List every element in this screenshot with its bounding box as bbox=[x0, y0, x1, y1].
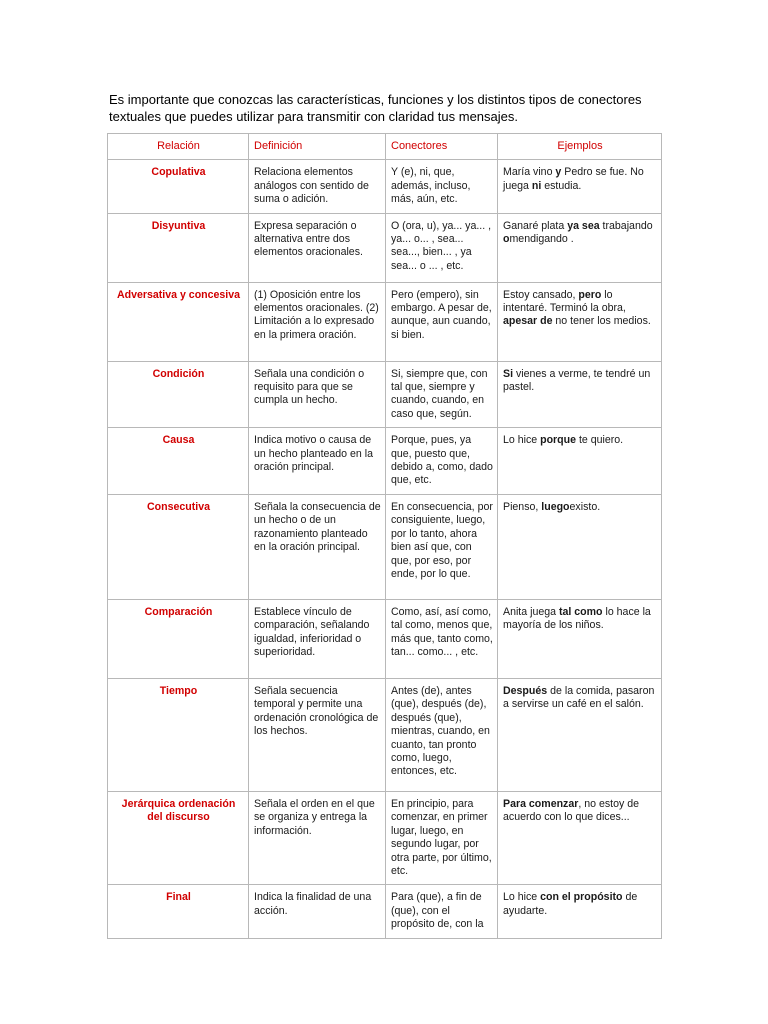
example-text: Estoy cansado, bbox=[503, 288, 579, 301]
cell-definicion: Relaciona elementos análogos con sentido de suma o adición. bbox=[249, 160, 386, 213]
cell-relacion: Jerárquica ordenación del discurso bbox=[108, 791, 249, 884]
example-text: Pienso, bbox=[503, 500, 542, 513]
example-connector: Después bbox=[503, 684, 548, 697]
example-connector: o bbox=[503, 233, 510, 246]
cell-conectores: Y (e), ni, que, además, incluso, más, aún, etc. bbox=[386, 160, 498, 213]
example-text: , no estoy de acuerdo con lo que dices... bbox=[503, 797, 640, 824]
example-text: estudia. bbox=[541, 179, 582, 192]
example-text: de la comida, pasaron a servirse un café en el salón. bbox=[503, 684, 655, 711]
cell-relacion: Adversativa y concesiva bbox=[108, 282, 249, 361]
cell-ejemplo bbox=[498, 428, 662, 495]
cell-ejemplo bbox=[498, 160, 662, 213]
cell-relacion: Condición bbox=[108, 361, 249, 428]
example-text: María vino bbox=[503, 166, 556, 179]
cell-conectores: O (ora, u), ya... ya... , ya... o... , sea... sea..., bien... , ya sea... o ... , etc. bbox=[386, 213, 498, 282]
cell-conectores: Pero (empero), sin embargo. A pesar de, aunque, aun cuando, si bien. bbox=[386, 282, 498, 361]
cell-conectores: En consecuencia, por consiguiente, luego, por lo tanto, ahora bien así que, con que, por eso, por ende, por lo que. bbox=[386, 494, 498, 599]
cell-ejemplo bbox=[498, 282, 662, 361]
example-text: no tener los medios. bbox=[552, 315, 651, 328]
example-text: Anita juega bbox=[503, 605, 559, 618]
cell-definicion: (1) Oposición entre los elementos oracionales. (2) Limitación a lo expresado en la primera oración. bbox=[249, 282, 386, 361]
cell-relacion: Comparación bbox=[108, 599, 249, 678]
example-text: Pedro se fue. No juega bbox=[503, 166, 644, 192]
table-row bbox=[108, 678, 662, 791]
example-text: trabajando bbox=[599, 219, 653, 232]
cell-definicion: Señala el orden en el que se organiza y entrega la información. bbox=[249, 791, 386, 884]
example-connector: ya sea bbox=[567, 219, 600, 232]
example-text: Lo hice bbox=[503, 891, 541, 904]
header-ejemplos: Ejemplos bbox=[498, 134, 662, 160]
cell-relacion: Consecutiva bbox=[108, 494, 249, 599]
cell-definicion: Señala secuencia temporal y permite una ordenación cronológica de los hechos. bbox=[249, 678, 386, 791]
example-connector: luego bbox=[541, 500, 570, 513]
cell-definicion: Indica la finalidad de una acción. bbox=[249, 885, 386, 939]
intro-paragraph: Es importante que conozcas las características, funciones y los distintos tipos de conectores textuales que puedes utilizar para transmitir con claridad tus mensajes. bbox=[109, 92, 642, 124]
example-connector: Para comenzar bbox=[503, 797, 579, 810]
example-connector: porque bbox=[540, 434, 577, 447]
example-text: vienes a verme, te tendré un pastel. bbox=[503, 367, 651, 394]
cell-relacion: Final bbox=[108, 885, 249, 939]
example-connector: apesar de bbox=[503, 315, 553, 328]
cell-definicion: Señala una condición o requisito para que se cumpla un hecho. bbox=[249, 361, 386, 428]
header-conectores: Conectores bbox=[386, 134, 498, 160]
table-row bbox=[108, 791, 662, 884]
header-definicion: Definición bbox=[249, 134, 386, 160]
cell-definicion: Establece vínculo de comparación, señalando igualdad, inferioridad o superioridad. bbox=[249, 599, 386, 678]
table-row bbox=[108, 282, 662, 361]
cell-relacion: Causa bbox=[108, 428, 249, 495]
example-text: lo hace la mayoría de los niños. bbox=[503, 605, 651, 632]
example-connector: Si bbox=[503, 367, 514, 380]
example-text: te quiero. bbox=[576, 434, 624, 447]
cell-definicion: Expresa separación o alternativa entre dos elementos oracionales. bbox=[249, 213, 386, 282]
example-text: lo intentaré. Terminó la obra, bbox=[503, 288, 626, 315]
example-text: mendigando . bbox=[509, 233, 574, 246]
example-text: existo. bbox=[569, 500, 601, 513]
cell-conectores: Porque, pues, ya que, puesto que, debido a, como, dado que, etc. bbox=[386, 428, 498, 495]
cell-ejemplo bbox=[498, 213, 662, 282]
example-text: Lo hice bbox=[503, 434, 541, 447]
table-row bbox=[108, 494, 662, 599]
cell-relacion: Copulativa bbox=[108, 160, 249, 213]
cell-ejemplo bbox=[498, 494, 662, 599]
cell-ejemplo bbox=[498, 599, 662, 678]
cell-ejemplo bbox=[498, 885, 662, 939]
cell-conectores: Como, así, así como, tal como, menos que, más que, tanto como, tan... como... , etc. bbox=[386, 599, 498, 678]
header-relacion: Relación bbox=[108, 134, 249, 160]
example-connector: tal como bbox=[558, 605, 603, 618]
cell-conectores: Antes (de), antes (que), después (de), después (que), mientras, cuando, en cuanto, tan pronto como, luego, entonces, etc. bbox=[386, 678, 498, 791]
connectors-table bbox=[107, 133, 662, 939]
cell-definicion: Indica motivo o causa de un hecho planteado en la oración principal. bbox=[249, 428, 386, 495]
cell-relacion: Disyuntiva bbox=[108, 213, 249, 282]
example-connector: ni bbox=[531, 179, 542, 192]
table-row bbox=[108, 213, 662, 282]
table-row bbox=[108, 599, 662, 678]
table-row bbox=[108, 885, 662, 939]
example-text: de ayudarte. bbox=[503, 891, 638, 917]
example-text: Ganaré plata bbox=[503, 219, 568, 232]
cell-conectores: Para (que), a fin de (que), con el propósito de, con la bbox=[386, 885, 498, 939]
cell-ejemplo bbox=[498, 791, 662, 884]
cell-ejemplo bbox=[498, 361, 662, 428]
cell-ejemplo bbox=[498, 678, 662, 791]
cell-definicion: Señala la consecuencia de un hecho o de un razonamiento planteado en la oración principal. bbox=[249, 494, 386, 599]
table-row bbox=[108, 428, 662, 495]
cell-conectores: En principio, para comenzar, en primer lugar, luego, en segundo lugar, por otra parte, por último, etc. bbox=[386, 791, 498, 884]
example-connector: y bbox=[555, 166, 562, 179]
table-row bbox=[108, 160, 662, 213]
cell-relacion: Tiempo bbox=[108, 678, 249, 791]
table-row bbox=[108, 361, 662, 428]
example-connector: pero bbox=[578, 288, 602, 301]
table-header-row bbox=[108, 134, 662, 160]
cell-conectores: Si, siempre que, con tal que, siempre y cuando, cuando, en caso que, según. bbox=[386, 361, 498, 428]
example-connector: con el propósito bbox=[540, 891, 623, 904]
